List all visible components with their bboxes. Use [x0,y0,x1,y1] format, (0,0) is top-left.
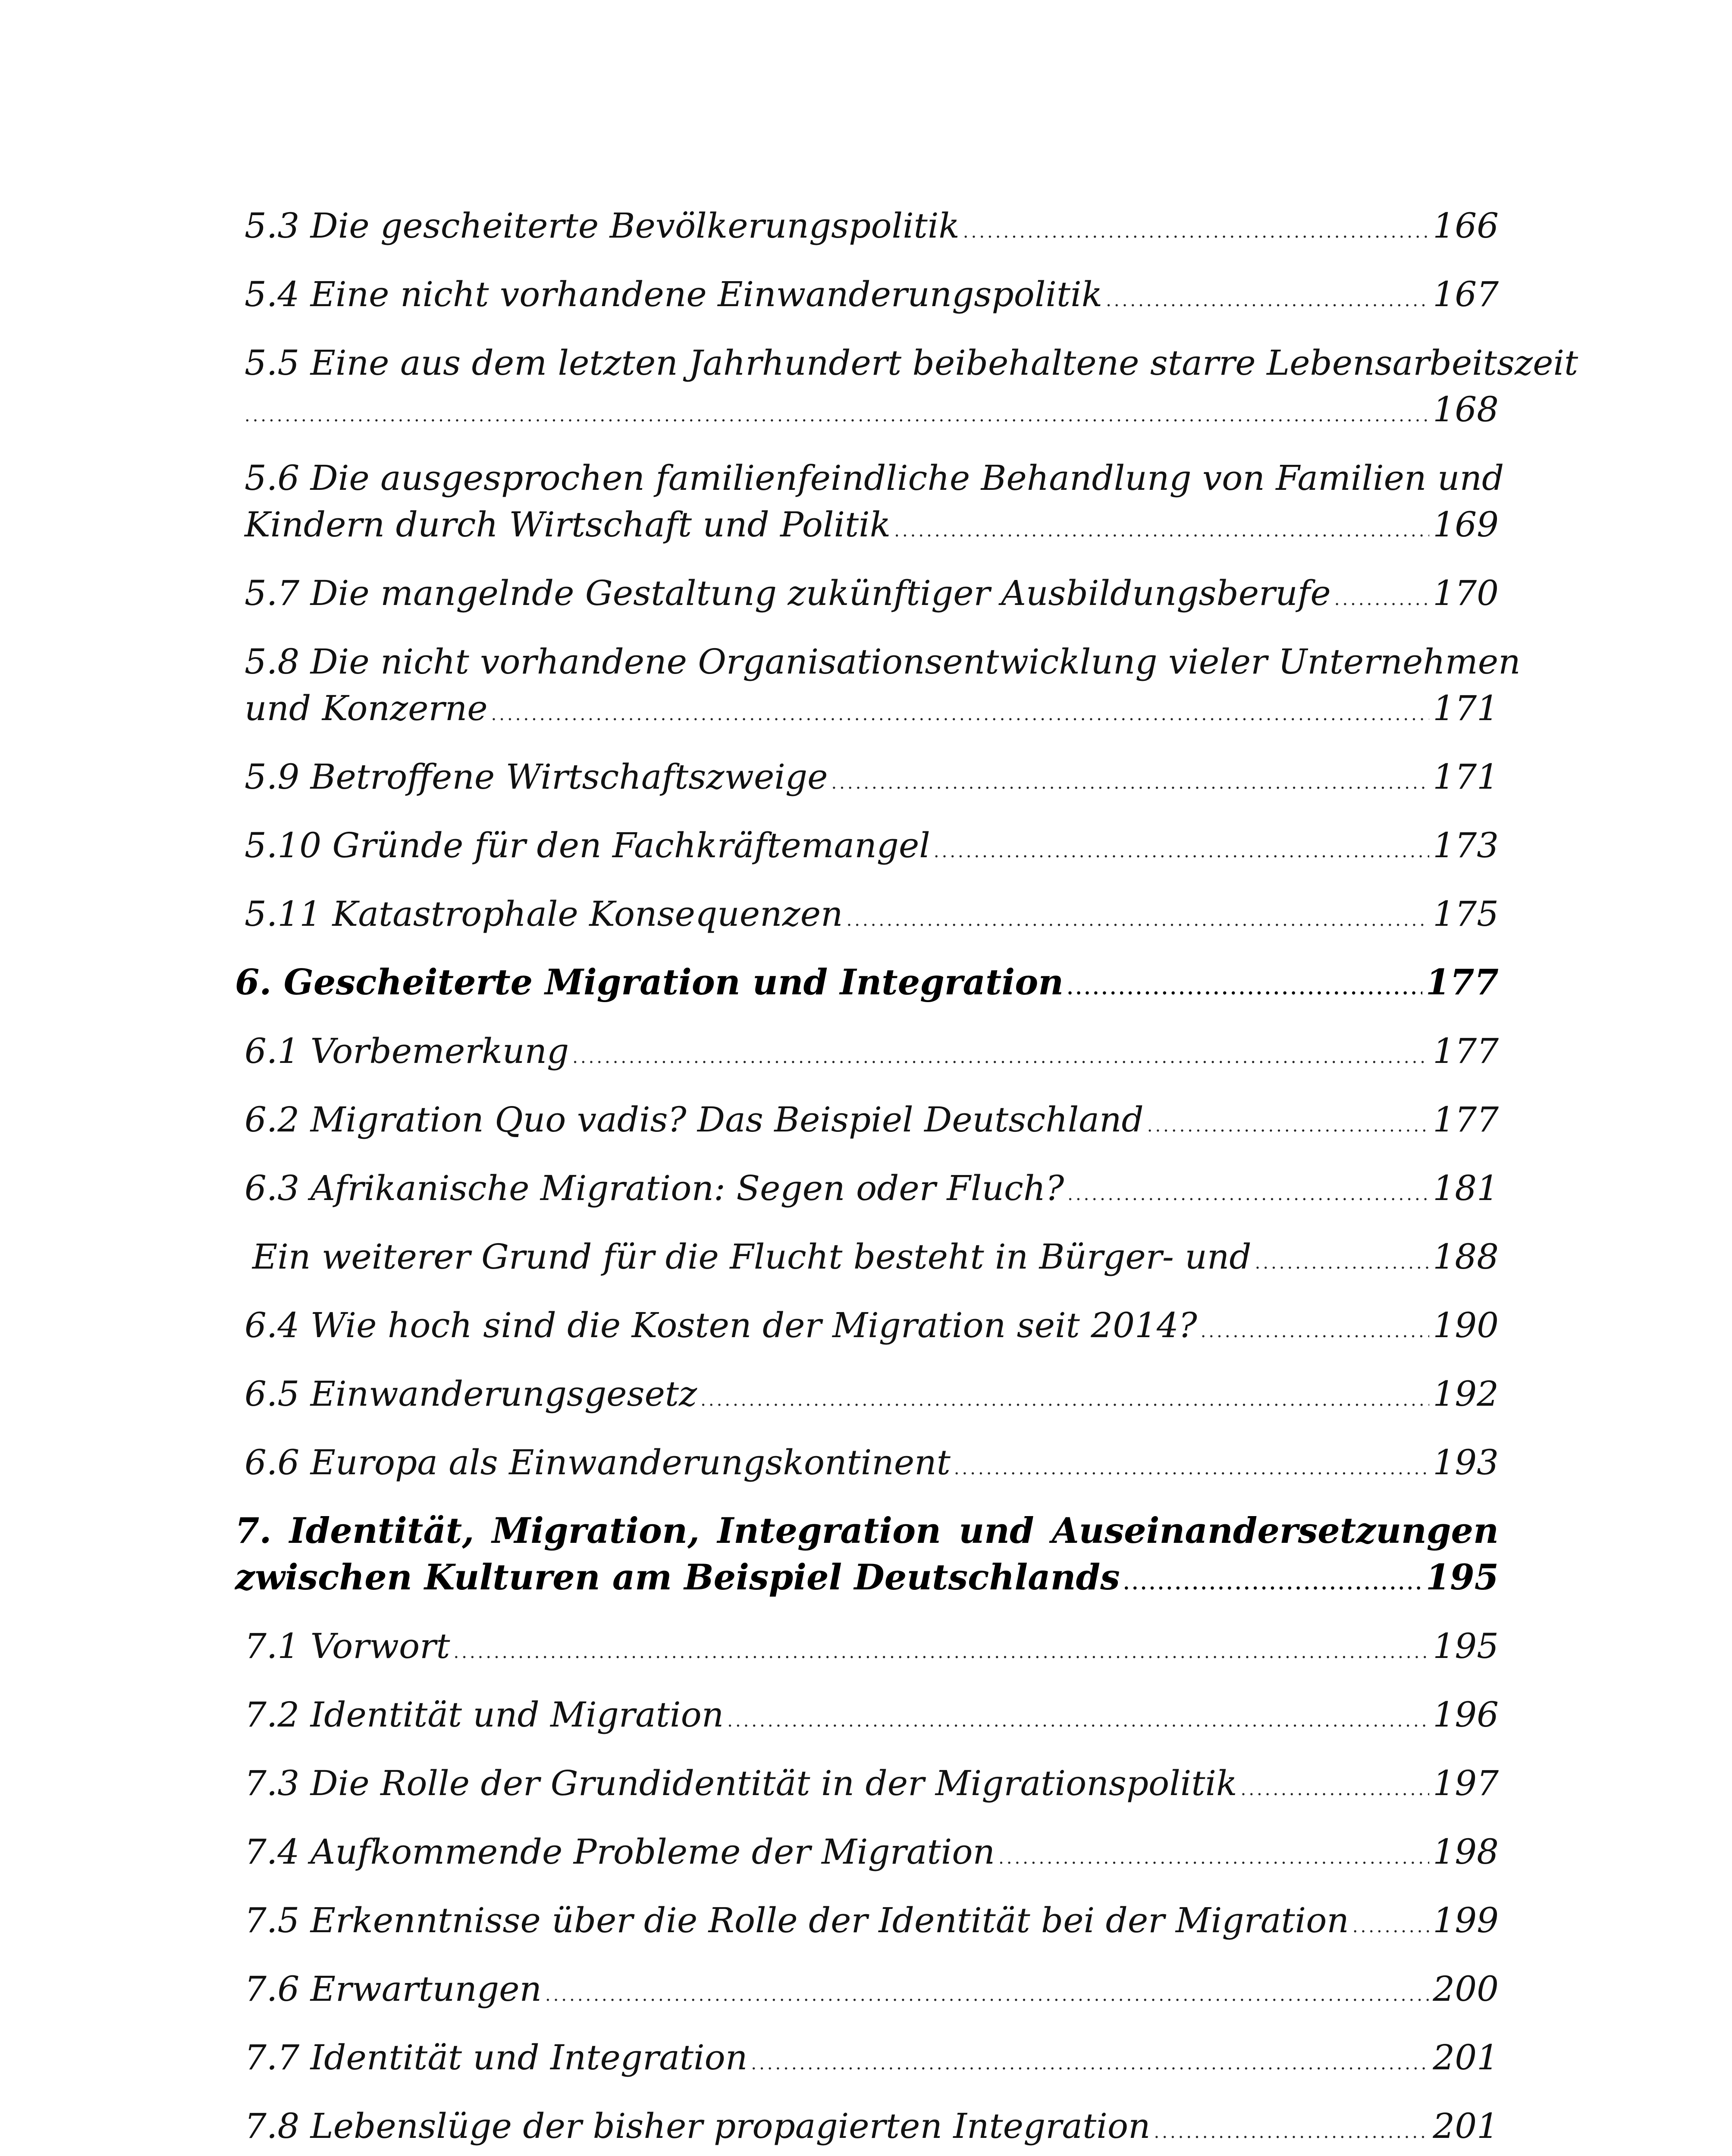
toc-page-number: 177 [1425,962,1499,1003]
toc-page-number: 201 [1433,2106,1499,2146]
toc-entry-7-3[interactable] [235,1760,1499,1813]
toc-entry-title: 5.4 Eine nicht vorhandene Einwanderungspolitik [245,274,1103,314]
dot-leader [963,209,1429,255]
toc-entry-5-4[interactable] [235,271,1499,324]
toc-entry-7-2[interactable] [235,1692,1499,1744]
dot-leader [1352,1903,1429,1950]
toc-page-number: 175 [1433,894,1499,934]
toc-page-number: 181 [1433,1168,1499,1208]
toc-page-number: 199 [1433,1900,1499,1940]
toc-page-number: 173 [1433,825,1499,865]
toc-chapter-title-line1 [235,1508,1499,1554]
toc-chapter-title-line2: zwischen Kulturen am Beispiel Deutschlands [235,1557,1120,1598]
toc-entry-7-1[interactable] [235,1623,1499,1676]
dot-leader [727,1698,1429,1744]
toc-entry-title: 5.10 Gründe für den Fachkräftemangel [245,825,930,865]
toc-entry-title-line2: Kindern durch Wirtschaft und Politik [245,505,891,545]
title-word: und [959,1510,1034,1551]
toc-page-number: 167 [1433,274,1499,314]
dot-leader [831,760,1429,806]
toc-page-number: 195 [1433,1626,1499,1666]
toc-entry-title: 6.4 Wie hoch sind die Kosten der Migration seit 2014? [245,1305,1197,1345]
dot-leader [491,691,1430,738]
toc-entry-title: 5.11 Katastrophale Konsequenzen [245,894,843,934]
toc-entry-6-1[interactable] [235,1028,1499,1081]
dot-leader [245,392,1429,439]
toc-page-number: 196 [1433,1695,1499,1735]
toc-entry-title: 6.5 Einwanderungsgesetz [245,1374,697,1414]
title-word: Integration [717,1510,941,1551]
dot-leader [1067,1171,1429,1218]
toc-page-number: 188 [1433,1237,1499,1277]
dot-leader [954,1445,1429,1492]
toc-entry-7-7[interactable] [235,2034,1499,2087]
toc-entry-5-5[interactable] [235,340,1578,439]
toc-page-number: 198 [1433,1832,1499,1872]
dot-leader [998,1835,1429,1881]
table-of-contents [235,203,1578,2156]
dot-leader [1106,277,1429,324]
dot-leader [1147,1103,1430,1149]
toc-entry-title: 7.6 Erwartungen [245,1969,542,2009]
toc-entry-title-line1: 5.8 Die nicht vorhandene Organisationsentwicklung vieler Unternehmen [245,642,1521,682]
toc-entry-title: 6.3 Afrikanische Migration: Segen oder Fluch? [245,1168,1064,1208]
title-word: Auseinandersetzungen [1051,1510,1499,1551]
toc-entry-6-3[interactable] [235,1165,1499,1218]
dot-leader [700,1377,1429,1423]
toc-chapter-title: 6. Gescheiterte Migration und Integration [235,962,1064,1003]
toc-entry-title: 7.8 Lebenslüge der bisher propagierten Integration [245,2106,1151,2146]
toc-entry-5-7[interactable] [235,570,1499,623]
toc-entry-title-line2: und Konzerne [245,688,488,728]
toc-entry-5-8[interactable] [235,639,1521,738]
toc-page-number: 171 [1433,757,1499,797]
dot-leader [1154,2109,1430,2156]
toc-entry-title: 6.6 Europa als Einwanderungskontinent [245,1442,951,1482]
toc-page-number: 168 [1433,389,1499,429]
toc-entry-title: 7.4 Aufkommende Probleme der Migration [245,1832,995,1872]
toc-entry-7-6[interactable] [235,1966,1499,2018]
toc-page-number: 192 [1433,1374,1499,1414]
toc-page-number: 171 [1433,688,1499,728]
toc-page-number: 177 [1433,1031,1499,1071]
dot-leader [1201,1308,1430,1355]
toc-entry-title: 5.9 Betroffene Wirtschaftszweige [245,757,828,797]
toc-entry-5-6[interactable] [235,455,1504,554]
toc-entry-title: 5.7 Die mangelnde Gestaltung zukünftiger Ausbildungsberufe [245,573,1331,613]
toc-entry-title: 7.3 Die Rolle der Grundidentität in der Migrationspolitik [245,1763,1237,1803]
toc-entry-6-3-sub[interactable] [235,1234,1499,1286]
dot-leader [454,1629,1430,1676]
toc-page-number: 195 [1425,1557,1499,1598]
toc-entry-title: 7.7 Identität und Integration [245,2037,748,2078]
toc-entry-title: 7.1 Vorwort [245,1626,450,1666]
toc-entry-5-9[interactable] [235,754,1499,806]
toc-page-number: 200 [1433,1969,1499,2009]
toc-entry-6-6[interactable] [235,1439,1499,1492]
toc-entry-7-8[interactable] [235,2103,1499,2156]
toc-chapter-6[interactable] [235,959,1499,1012]
toc-entry-title: 5.3 Die gescheiterte Bevölkerungspolitik [245,206,960,246]
dot-leader [1067,965,1422,1012]
toc-page-number: 170 [1433,573,1499,613]
dot-leader [934,828,1429,875]
toc-entry-5-11[interactable] [235,891,1499,943]
dot-leader [1255,1240,1430,1286]
toc-entry-title: 5.5 Eine aus dem letzten Jahrhundert beibehaltene starre Lebensarbeitszeit [245,343,1578,383]
toc-entry-title: 6.2 Migration Quo vadis? Das Beispiel Deutschland [245,1100,1144,1140]
toc-entry-5-3[interactable] [235,203,1499,255]
toc-page-number: 177 [1433,1100,1499,1140]
dot-leader [894,508,1429,554]
toc-page-number: 193 [1433,1442,1499,1482]
toc-entry-5-10[interactable] [235,822,1499,875]
dot-leader [1123,1561,1422,1607]
toc-entry-title: Ein weiterer Grund für die Flucht besteht in Bürger- und [252,1237,1252,1277]
toc-entry-title: 7.2 Identität und Migration [245,1695,724,1735]
toc-entry-6-5[interactable] [235,1371,1499,1423]
toc-entry-6-4[interactable] [235,1302,1499,1355]
title-word: Migration, [492,1510,700,1551]
toc-entry-title-line1: 5.6 Die ausgesprochen familienfeindliche Behandlung von Familien und [245,458,1504,498]
toc-chapter-7[interactable] [235,1508,1499,1607]
dot-leader [1241,1766,1430,1813]
dot-leader [751,2040,1429,2087]
toc-page-number: 166 [1433,206,1499,246]
toc-page-number: 190 [1433,1305,1499,1345]
dot-leader [572,1034,1429,1081]
dot-leader [847,897,1430,943]
toc-entry-title: 6.1 Vorbemerkung [245,1031,569,1071]
toc-entry-title: 7.5 Erkenntnisse über die Rolle der Identität bei der Migration [245,1900,1349,1940]
dot-leader [1334,576,1430,623]
toc-page-number: 201 [1433,2037,1499,2078]
toc-entry-7-4[interactable] [235,1829,1499,1881]
title-word: Identität, [289,1510,474,1551]
toc-entry-7-5[interactable] [235,1897,1499,1950]
title-word: 7. [235,1510,272,1551]
toc-page-number: 197 [1433,1763,1499,1803]
toc-entry-6-2[interactable] [235,1097,1499,1149]
toc-page-number: 169 [1433,505,1499,545]
dot-leader [545,1972,1429,2018]
